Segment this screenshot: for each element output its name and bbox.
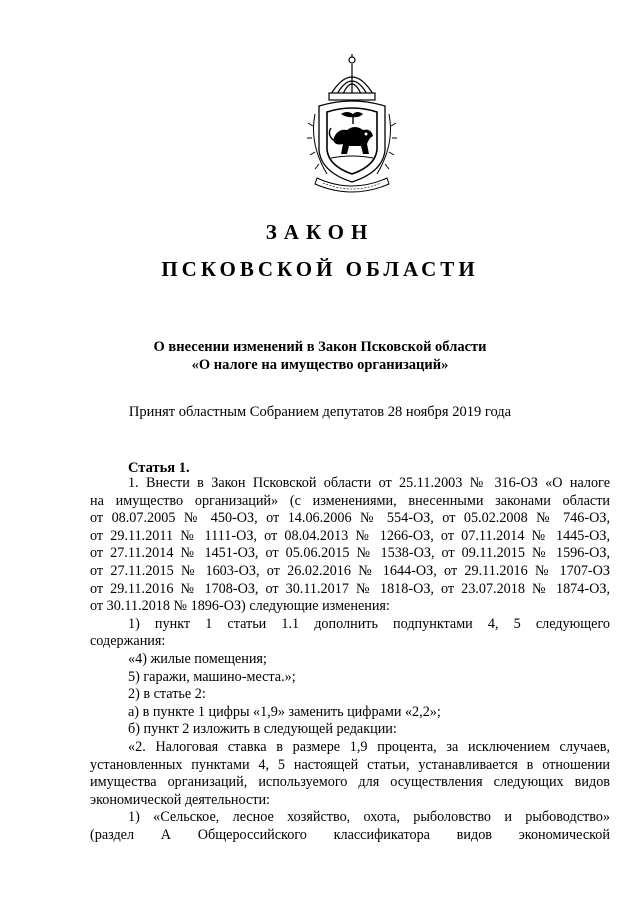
body-line: 1. Внести в Закон Псковской области от 25.11.2003 № 316-ОЗ «О налоге: [128, 475, 610, 491]
body-line: (раздел А Общероссийского классификатора видов экономической: [90, 826, 610, 843]
body-line: б) пункт 2 изложить в следующей редакции:: [128, 721, 397, 738]
body-line: от 29.11.2011 № 1111-ОЗ, от 08.04.2013 № 1266-ОЗ, от 07.11.2014 № 1445-ОЗ,: [90, 527, 610, 544]
document-title: ЗАКОН: [265, 220, 375, 244]
body-line: 5) гаражи, машино-места.»;: [128, 668, 296, 685]
document-subtitle: ПСКОВСКОЙ ОБЛАСТИ: [161, 257, 479, 281]
pskov-coat-of-arms-emblem: [297, 54, 407, 194]
body-line: 1) пункт 1 статьи 1.1 дополнить подпунктами 4, 5 следующего: [128, 615, 610, 632]
article-body: [90, 475, 610, 844]
body-line: «2. Налоговая ставка в размере 1,9 процента, за исключением случаев,: [128, 738, 610, 755]
body-line: «4) жилые помещения;: [128, 650, 267, 667]
body-line: а) в пункте 1 цифры «1,9» заменить цифрами «2,2»;: [128, 703, 441, 720]
body-line: от 27.11.2014 № 1451-ОЗ, от 05.06.2015 № 1538-ОЗ, от 09.11.2015 № 1596-ОЗ,: [90, 545, 610, 562]
body-line: 1) «Сельское, лесное хозяйство, охота, рыболовство и рыбоводство»: [128, 809, 610, 826]
body-line: от 29.11.2016 № 1708-ОЗ, от 30.11.2017 № 1818-ОЗ, от 23.07.2018 № 1874-ОЗ,: [90, 580, 610, 597]
body-line: имущества организаций, используемого для осуществления следующих видов: [90, 774, 610, 791]
law-heading-line-2: «О налоге на имущество организаций»: [191, 357, 449, 373]
body-line: экономической деятельности:: [90, 791, 270, 808]
body-line: от 30.11.2018 № 1896-ОЗ) следующие изменения:: [90, 598, 390, 615]
article-label: Статья 1.: [128, 460, 190, 476]
body-line: на имущество организаций» (с изменениями, внесенными законами области: [90, 492, 610, 509]
body-line: от 27.11.2015 № 1603-ОЗ, от 26.02.2016 № 1644-ОЗ, от 29.11.2016 № 1707-ОЗ: [90, 562, 610, 579]
body-line: установленных пунктами 4, 5 настоящей статьи, устанавливается в отношении: [90, 756, 610, 773]
law-heading-line-1: О внесении изменений в Закон Псковской области: [153, 339, 487, 355]
body-line: 2) в статье 2:: [128, 686, 206, 703]
body-line: содержания:: [90, 633, 166, 650]
body-line: от 08.07.2005 № 450-ОЗ, от 14.06.2006 № 554-ОЗ, от 05.02.2008 № 746-ОЗ,: [90, 510, 610, 527]
adoption-note: Принят областным Собранием депутатов 28 ноября 2019 года: [128, 404, 512, 420]
